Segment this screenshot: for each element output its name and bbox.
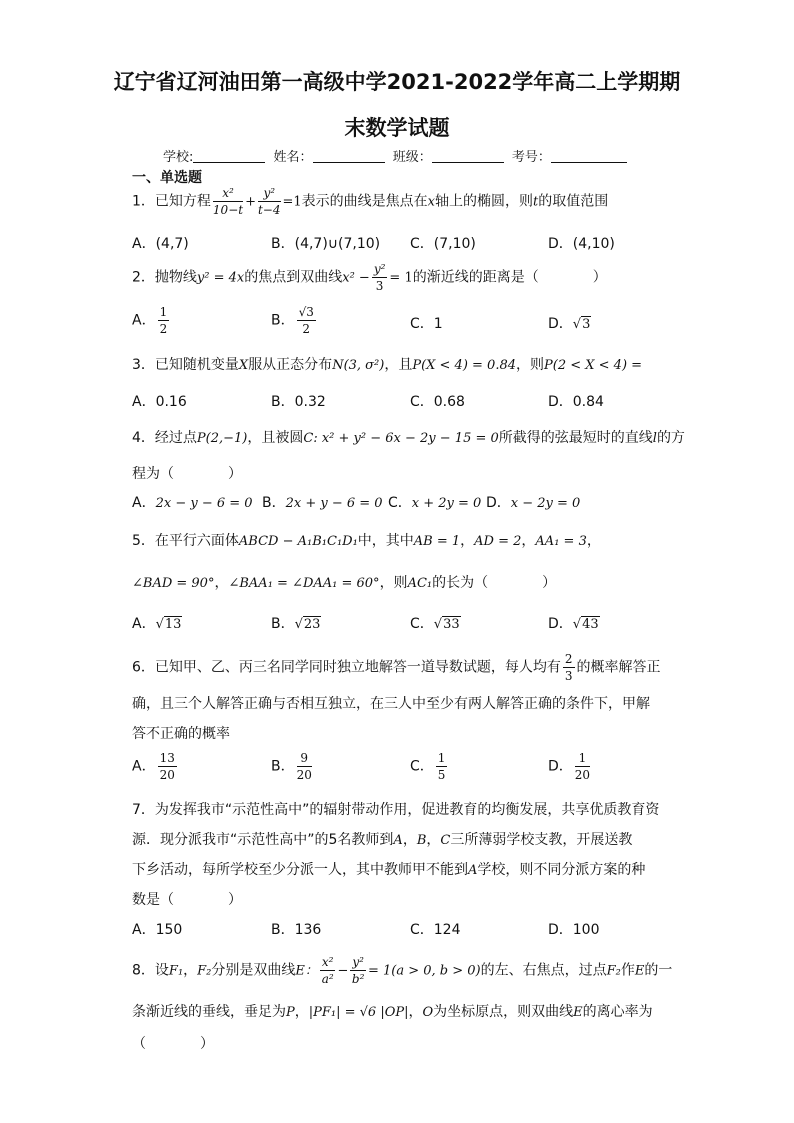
q2-a-label: A． [132, 312, 156, 329]
q5-angle-bad: ∠BAD = 90° [132, 576, 215, 591]
number-label: 考号： [511, 150, 551, 165]
q2-f-num: y² [373, 262, 386, 276]
q4-a-label: A． [132, 495, 156, 511]
q8-e2: E [634, 963, 645, 979]
q4-option-b[interactable] [262, 492, 383, 512]
school-label: 学校: [163, 150, 194, 165]
q7-option-a[interactable]: A．150 [132, 922, 183, 938]
q4-tail: 的方 [656, 430, 685, 446]
q1-mid: 轴上的椭圆，则 [435, 193, 534, 210]
q1-fraction-2 [258, 187, 281, 216]
q5-c-val: 33 [443, 617, 460, 632]
q2-hyperbola-x: x² − [342, 270, 370, 286]
q7-line3a: 下乡活动，每所学校至少分派一人，其中教师甲不能到 [132, 862, 468, 878]
q1-option-d[interactable]: D．(4,10) [548, 236, 615, 252]
q4-option-a[interactable] [132, 492, 253, 512]
q8-cond: = 1(a > 0, b > 0) [367, 963, 481, 979]
q6-a-den: 20 [159, 768, 175, 782]
question-7: 7．为发挥我市“示范性高中”的辐射带动作用，促进教育的均衡发展，共享优质教育资 [132, 802, 660, 818]
question-6 [132, 653, 661, 682]
q8-tail: 的左、右焦点，过点 [480, 962, 607, 979]
q4-d-label: D． [486, 495, 511, 511]
q8-e3: E [573, 1005, 583, 1020]
q6-c-den: 5 [437, 768, 446, 782]
q3-text: 3．已知随机变量 [132, 357, 239, 373]
q4-close: ） [228, 466, 242, 482]
question-1 [132, 187, 608, 216]
q5-mid: 中，其中 [357, 533, 414, 549]
q1-f2-den: t−4 [257, 203, 281, 217]
q1-var-x: x [427, 194, 436, 210]
q4-line2: 程为（ [132, 466, 174, 482]
q5-b-sqrt: √23 [294, 617, 321, 632]
q7-school-a: A [393, 833, 403, 848]
q2-option-b[interactable] [271, 306, 318, 335]
question-8-line2 [132, 1001, 653, 1021]
q8-line2b: 为坐标原点，则双曲线 [433, 1004, 574, 1020]
q1-option-a[interactable]: A．(4,7) [132, 236, 189, 252]
q8-o: O [422, 1005, 434, 1020]
q3-mid: 服从正态分布 [248, 357, 333, 373]
exam-title-line1: 辽宁省辽河油田第一高级中学2021-2022学年高二上学期期 [113, 70, 681, 94]
q3-prob2: P(2 < X < 4) = [544, 358, 643, 373]
class-blank[interactable] [432, 150, 504, 163]
q5-c-sqrt: √33 [433, 617, 460, 632]
section-heading: 一、单选题 [132, 170, 202, 186]
q6-b-den: 20 [296, 768, 312, 782]
q4-mid2: 所截得的弦最短时的直线 [498, 430, 653, 446]
q4-a-val: 2x − y − 6 = 0 [155, 496, 253, 511]
q6-tail: 的概率解答正 [576, 659, 661, 676]
q2-option-a[interactable] [132, 306, 171, 335]
q5-close: ） [542, 575, 557, 591]
question-3 [132, 354, 642, 374]
q6-option-b[interactable] [271, 752, 314, 781]
q6-option-a[interactable] [132, 752, 179, 781]
q1-option-b[interactable]: B．(4,7)∪(7,10) [271, 236, 381, 252]
q5-c4: ， [214, 575, 229, 591]
q8-close: ） [200, 1036, 214, 1052]
question-4-line2 [132, 463, 242, 483]
question-7-line3 [132, 859, 645, 879]
q5-c3: ， [586, 533, 601, 549]
q8-frac-a [320, 956, 336, 985]
q2-b-num: √3 [298, 305, 314, 319]
q1-var-t: t [533, 194, 539, 210]
q3-prob1: P(X < 4) = 0.84 [412, 358, 517, 373]
q8-line2a: 条渐近线的垂线，垂足为 [132, 1004, 286, 1020]
q8-f1: F₁ [168, 963, 184, 979]
class-label: 班级： [392, 150, 432, 165]
q3-distribution: N(3, σ²) [332, 358, 385, 373]
q5-option-c[interactable] [410, 613, 461, 633]
q4-point: P(2,−1) [196, 431, 248, 446]
q4-text: 4．经过点 [132, 430, 197, 446]
q6-a-frac [158, 752, 177, 781]
q6-c-num: 1 [437, 751, 446, 765]
q7-school-b: B [416, 833, 427, 848]
q8-p: P [286, 1005, 295, 1020]
q1-plus: + [245, 194, 256, 210]
q2-a-den: 2 [159, 322, 168, 336]
q7-school-c: C [440, 833, 451, 848]
q5-option-d[interactable] [548, 613, 600, 633]
q8-f2b: F₂ [606, 963, 621, 979]
question-4 [132, 427, 685, 447]
q2-heq: = 1 [389, 270, 413, 286]
q1-suffix: 表示的曲线是焦点在 [301, 193, 428, 210]
q3-mid3: ，则 [516, 357, 545, 373]
q3-option-b[interactable]: B．0.32 [271, 394, 326, 410]
q8-fb-den: b² [351, 972, 365, 986]
q6-d-label: D． [548, 758, 573, 775]
q3-var-x: X [238, 358, 249, 373]
q3-mid2: ，且 [384, 357, 413, 373]
q6-text: 6．已知甲、乙、丙三名同学同时独立地解答一道导数试题，每人均有 [132, 659, 561, 676]
exam-title-line2: 末数学试题 [344, 116, 450, 140]
q2-fraction [372, 263, 388, 292]
q2-d-sqrt: √3 [572, 317, 591, 332]
q2-option-c[interactable]: C．1 [410, 316, 443, 332]
q5-solid: ABCD − A₁B₁C₁D₁ [238, 534, 358, 549]
q5-c2: ， [521, 533, 536, 549]
q3-option-a[interactable]: A．0.16 [132, 394, 187, 410]
q5-a-sqrt: √13 [155, 617, 182, 632]
q5-option-a[interactable] [132, 613, 182, 633]
q5-option-b[interactable] [271, 613, 321, 633]
q1-fraction-1 [213, 187, 243, 216]
q2-b-den: 2 [302, 322, 311, 336]
q4-var-l: l [652, 431, 657, 446]
q5-b-label: B． [271, 616, 295, 632]
question-7-line2 [132, 829, 632, 849]
q1-f1-den: 10−t [212, 203, 244, 217]
question-6-line2: 确，且三个人解答正确与否相互独立，在三人中至少有两人解答正确的条件下，甲解 [132, 696, 650, 712]
q7-option-b[interactable]: B．136 [271, 922, 322, 938]
q7-option-d[interactable]: D．100 [548, 922, 600, 938]
q8-fa-num: x² [321, 955, 334, 969]
q2-mid: 的焦点到双曲线 [244, 269, 343, 286]
q6-c-frac [436, 752, 448, 781]
q2-close: ） [592, 269, 607, 286]
q8-minus: − [337, 963, 349, 979]
question-5-line2 [132, 572, 556, 592]
q8-line2c: 的离心率为 [582, 1004, 653, 1020]
q2-b-label: B． [271, 312, 295, 329]
q1-option-c[interactable]: C．(7,10) [410, 236, 476, 252]
q7-school-a2: A [468, 863, 478, 878]
q7-c2: ， [426, 832, 441, 848]
q8-fa-den: a² [321, 972, 334, 986]
q8-fb-num: y² [352, 955, 364, 969]
q6-b-label: B． [271, 758, 295, 775]
q1-f1-num: x² [213, 187, 243, 202]
student-info-row [163, 146, 631, 165]
q6-d-num: 1 [575, 752, 590, 767]
q4-c-val: x + 2y = 0 [411, 496, 482, 511]
q2-d-label: D． [548, 316, 573, 332]
q1-text: 1．已知方程 [132, 193, 211, 210]
q7-line3b: 学校，则不同分派方案的种 [477, 862, 646, 878]
q4-circle: C: x² + y² − 6x − 2y − 15 = 0 [303, 431, 499, 446]
name-label: 姓名： [273, 150, 313, 165]
q2-option-d[interactable] [548, 313, 591, 333]
q5-tail: 的长为（ [432, 575, 489, 591]
q6-f-den: 3 [564, 669, 573, 683]
q7-line2b: 三所薄弱学校支教，开展送教 [450, 832, 633, 848]
q4-mid: ，且被圆 [247, 430, 304, 446]
q5-d-val: 43 [582, 617, 599, 632]
q5-ac1: AC₁ [407, 576, 433, 591]
q8-e: E： [295, 963, 318, 979]
name-blank[interactable] [313, 150, 385, 163]
q2-text: 2．抛物线 [132, 269, 197, 286]
q5-aa1: AA₁ = 3 [535, 534, 587, 549]
q5-a-label: A． [132, 616, 156, 632]
question-8-line3 [132, 1033, 214, 1053]
q7-line2a: 源．现分派我市“示范性高中”的5名教师到 [132, 832, 394, 848]
q6-option-c[interactable] [410, 752, 449, 781]
question-8 [132, 956, 672, 985]
q4-b-label: B． [262, 495, 286, 511]
q3-option-c[interactable]: C．0.68 [410, 394, 465, 410]
question-7-line4 [132, 889, 242, 909]
school-blank[interactable] [193, 150, 265, 163]
q5-ab: AB = 1 [413, 534, 461, 549]
q5-c-label: C． [410, 616, 434, 632]
q5-text: 5．在平行六面体 [132, 533, 239, 549]
q5-a-val: 13 [164, 617, 182, 632]
question-2 [132, 263, 607, 292]
q6-d-den: 20 [574, 768, 591, 782]
q2-f-den: 3 [375, 279, 384, 293]
q1-eq: =1 [282, 194, 302, 210]
q1-f2-num: y² [258, 187, 281, 202]
q6-c-label: C． [410, 758, 434, 775]
q8-f2: F₂ [197, 963, 212, 979]
q6-f-num: 2 [564, 652, 573, 666]
q5-b-val: 23 [303, 617, 321, 632]
q1-tail: 的取值范围 [538, 193, 609, 210]
q7-c1: ， [402, 832, 417, 848]
q8-c1: ， [183, 962, 198, 979]
q8-c2: ， [294, 1004, 309, 1020]
q5-mid2: ，则 [379, 575, 408, 591]
q5-d-label: D． [548, 616, 573, 632]
q8-mid: 分别是双曲线 [211, 962, 296, 979]
q6-fraction [563, 653, 575, 682]
q2-a-frac [158, 306, 170, 335]
q6-a-num: 13 [159, 751, 175, 765]
question-5 [132, 530, 601, 550]
number-blank[interactable] [551, 150, 627, 163]
question-6-line3: 答不正确的概率 [132, 726, 230, 742]
q4-b-val: 2x + y − 6 = 0 [285, 496, 383, 511]
q8-text: 8．设 [132, 962, 169, 979]
q5-ad: AD = 2 [474, 534, 522, 549]
q6-a-label: A． [132, 758, 156, 775]
q6-b-frac [297, 752, 312, 781]
q7-option-c[interactable]: C．124 [410, 922, 461, 938]
q3-option-d[interactable]: D．0.84 [548, 394, 604, 410]
q2-d-val: 3 [582, 317, 591, 332]
q6-b-num: 9 [297, 752, 312, 767]
q8-relation: |PF₁| = √6 |OP| [308, 1005, 409, 1020]
q4-option-c[interactable] [388, 492, 481, 512]
q4-c-label: C． [388, 495, 412, 511]
q6-d-frac [575, 752, 590, 781]
q8-mid2: 作 [620, 962, 635, 979]
q5-c1: ， [460, 533, 475, 549]
q8-frac-b [350, 956, 366, 985]
q8-tail2: 的一 [644, 962, 673, 979]
q4-d-val: x − 2y = 0 [510, 496, 581, 511]
q4-option-d[interactable] [486, 492, 580, 512]
q8-line3: （ [132, 1036, 146, 1052]
q5-angles: ∠BAA₁ = ∠DAA₁ = 60° [228, 576, 380, 591]
q2-parabola: y² = 4x [196, 270, 245, 286]
q2-b-frac [297, 306, 316, 335]
q7-line4: 数是（ [132, 892, 174, 908]
q6-option-d[interactable] [548, 752, 592, 781]
q8-c3: ， [408, 1004, 423, 1020]
q2-a-num: 1 [159, 305, 168, 319]
q2-tail: 的渐近线的距离是（ [412, 269, 539, 286]
q5-d-sqrt: √43 [572, 617, 599, 632]
q7-close: ） [228, 892, 242, 908]
